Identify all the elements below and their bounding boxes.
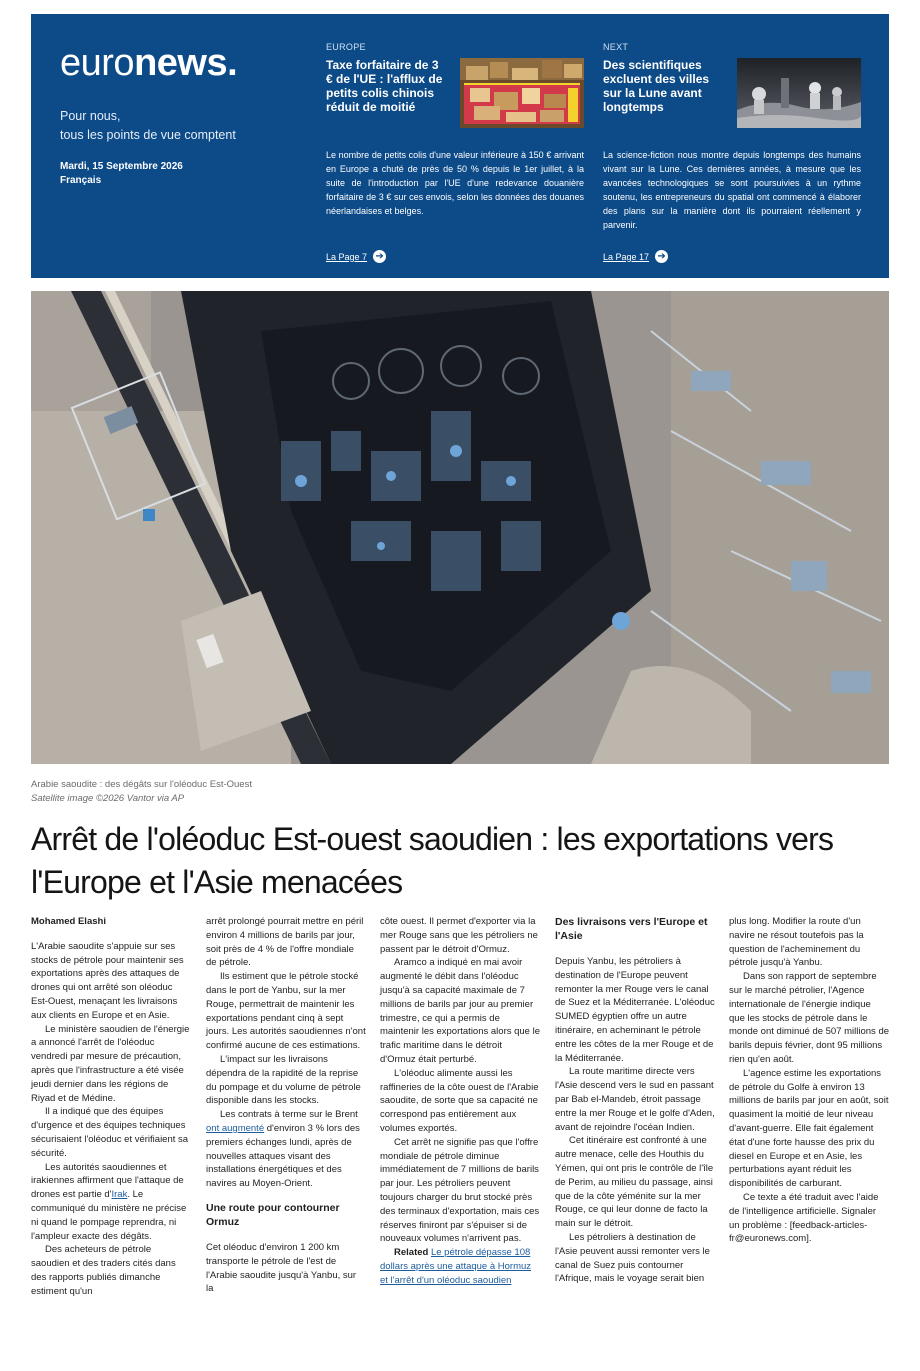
- paragraph: Ce texte a été traduit avec l'aide de l'intelligence artificielle. Signaler un problème : [feedback-articles-fr@euronews.com].: [729, 1191, 879, 1245]
- teaser-headline[interactable]: Des scientifiques excluent des villes sur la Lune avant longtemps: [603, 58, 710, 114]
- paragraph: côte ouest. Il permet d'exporter via la mer Rouge sans que les pétroliers ne passent par le détroit d'Ormuz.: [380, 916, 538, 955]
- hero-satellite-image[interactable]: [31, 291, 889, 764]
- arrow-right-icon[interactable]: ➔: [655, 250, 668, 263]
- related-article-link[interactable]: Le pétrole dépasse 108 dollars après une attaque à Hormuz et l'arrêt d'un oléoduc saoudien: [380, 1247, 532, 1286]
- article-title: Arrêt de l'oléoduc Est-ouest saoudien : les exportations vers l'Europe et l'Asie menacées: [31, 821, 834, 900]
- link-irak[interactable]: Irak: [111, 1189, 128, 1201]
- paragraph: Des acheteurs de pétrole saoudien et des traders cités dans des rapports publiés dimanche estiment qu'un: [31, 1244, 176, 1297]
- teaser-page-link[interactable]: La Page 7 ➔: [326, 250, 386, 263]
- article-author[interactable]: Mohamed Elashi: [31, 916, 106, 927]
- tagline: Pour nous, tous les points de vue comptent: [60, 109, 236, 142]
- paragraph: La route maritime directe vers l'Asie descend vers le sud en passant par Bab el-Mandeb, étroit passage entre la mer Rouge et le golfe d'Aden, avant de rejoindre l'océan Indien.: [555, 1066, 715, 1133]
- paragraph: Le ministère saoudien de l'énergie a annoncé l'arrêt de l'oléoduc vendredi par mesure de précaution, après que l'infrastructure a été visée jeudi dernier dans les régions de Riyad et de Médine.: [31, 1023, 190, 1104]
- euronews-logo[interactable]: euronews.: [60, 42, 238, 84]
- article-column-3: [380, 915, 540, 1288]
- paragraph: plus long. Modifier la route d'un navire ne résout toutefois pas la question de l'acheminement du pétrole jusqu'à Yanbu.: [729, 916, 864, 969]
- section-heading: Une route pour contourner Ormuz: [206, 1201, 340, 1228]
- paragraph: Les contrats à terme sur le Brent ont augmenté d'environ 3 % lors des premiers échanges lundi, après de nouvelles attaques visant des installations énergétiques et des navires au Moyen-Orient.: [206, 1109, 360, 1190]
- parcels-thumbnail[interactable]: [460, 58, 584, 128]
- link-ont-augmente[interactable]: ont augmenté: [206, 1122, 265, 1134]
- paragraph: L'oléoduc alimente aussi les raffineries de la côte ouest de l'Arabie saoudite, de sorte que sa capacité ne correspond pas entièrement aux volumes exportés.: [380, 1067, 539, 1134]
- paragraph: Dans son rapport de septembre sur le marché pétrolier, l'Agence internationale de l'énergie indique que les stocks de pétrole dans le monde ont diminué de 507 millions de barils depuis février, dont 95 millions rien qu'en août.: [729, 971, 890, 1065]
- brand-block: [60, 44, 237, 188]
- paragraph: Ils estiment que le pétrole stocké dans le port de Yanbu, sur la mer Rouge, permettrait de maintenir les exportations pendant cinq à sept jours. Les autorités saoudiennes n'ont confirmé aucune de ces estimations.: [206, 971, 366, 1052]
- paragraph: Aramco a indiqué en mai avoir augmenté le débit dans l'oléoduc jusqu'à sa capacité maximale de 7 millions de barils par jour au premier trimestre, ce qui a permis de maintenir les exportations alors que le trafic maritime dans le détroit d'Ormuz était perturbé.: [380, 957, 541, 1065]
- article-column-5: [729, 915, 889, 1246]
- paragraph: arrêt prolongé pourrait mettre en péril environ 4 millions de barils par jour, soit près de 4 % de l'offre mondiale de pétrole.: [206, 916, 364, 969]
- article-column-2: [206, 915, 366, 1296]
- paragraph: Depuis Yanbu, les pétroliers à destination de l'Europe peuvent remonter la mer Rouge vers le canal de Suez et la Méditerranée. L'oléoduc SUMED égyptien offre un autre itinéraire, en acheminant le pétrole entre les côtes de la mer Rouge et de la Méditerranée.: [555, 956, 715, 1064]
- paragraph: Les pétroliers à destination de l'Asie peuvent aussi remonter vers le canal de Suez puis contourner l'Afrique, mais le voyage serait bien: [555, 1231, 710, 1285]
- paragraph: Cet arrêt ne signifie pas que l'offre mondiale de pétrole diminue immédiatement de 7 millions de barils par jour. Les pétroliers peuvent toujours charger du brut stocké près des terminaux d'exportation, mais ces réserves finiront par s'épuiser si de nouveaux volumes n'arrivent pas.: [380, 1136, 540, 1245]
- teaser-summary: Le nombre de petits colis d'une valeur inférieure à 150 € arrivant en Europe a chuté de près de 50 % depuis le 1er juillet, à la suite de l'introduction par l'UE d'une redevance douanière forfaitaire de 3 € sur ces envois, selon les données des douanes néerlandaises et belges.: [326, 150, 584, 216]
- section-heading: Des livraisons vers l'Europe et l'Asie: [555, 916, 708, 942]
- paragraph: Cet itinéraire est confronté à une autre menace, celle des Houthis du Yémen, qui ont pris le contrôle de l'île de Perim, au milieu du passage, ainsi que de la côte yéménite sur la mer Rouge, ce qui leur donne de facto la main sur le détroit.: [555, 1135, 714, 1230]
- paragraph: Les autorités saoudiennes et irakiennes affirment que l'attaque de drones est partie d'Irak. Le communiqué du ministère ne précise ni quand le pompage reprendra, ni l'ampleur exacte des dégâts.: [31, 1161, 187, 1242]
- paragraph: Cet oléoduc d'environ 1 200 km transporte le pétrole de l'est de l'Arabie saoudite jusqu'à Yanbu, sur la: [206, 1241, 357, 1295]
- paragraph: L'Arabie saoudite s'appuie sur ses stocks de pétrole pour maintenir ses exportations après des attaques de drones qui ont arrêté son oléoduc Est-Ouest, menaçant les livraisons aux clients en Europe et en Asie.: [31, 940, 184, 1021]
- teaser-summary: La science-fiction nous montre depuis longtemps des humains vivant sur la Lune. Ces dernières années, à mesure que les avancées technologiques se sont poursuivies à un rythme soutenu, les entrepreneurs du spatial ont commencé à élaborer des plans sur la manière dont ils pourraient réellement y parvenir.: [603, 150, 861, 230]
- paragraph: L'agence estime les exportations de pétrole du Golfe à environ 13 millions de barils par jour en août, soit quasiment la moitié de leur niveau d'avant-guerre. Elle fait également état d'une forte hausse des prix du diesel en Europe et en Asie, les perturbations ayant réduit les disponibilités de carburant.: [729, 1067, 889, 1190]
- moon-thumbnail[interactable]: [737, 58, 861, 128]
- article-column-4: [555, 915, 715, 1286]
- teaser-next: [603, 42, 861, 262]
- paragraph: L'impact sur les livraisons dépendra de la rapidité de la reprise du pompage et du volume de pétrole disponible dans les stocks.: [206, 1053, 361, 1107]
- issue-date: Mardi, 15 Septembre 2026 Français: [60, 160, 237, 188]
- related-article: Related Le pétrole dépasse 108 dollars après une attaque à Hormuz et l'arrêt d'un oléoduc saoudien: [380, 1247, 532, 1286]
- hero-caption: Arabie saoudite : des dégâts sur l'oléoduc Est-Ouest Satellite image ©2026 Vantor via AP: [31, 779, 252, 804]
- header-banner: [31, 14, 889, 278]
- teaser-kicker: NEXT: [603, 42, 629, 52]
- issue-language: Français: [60, 175, 102, 186]
- teaser-kicker: EUROPE: [326, 42, 366, 52]
- arrow-right-icon[interactable]: ➔: [373, 250, 386, 263]
- teaser-headline[interactable]: Taxe forfaitaire de 3 € de l'UE : l'afflux de petits colis chinois réduit de moitié: [326, 58, 443, 114]
- teaser-page-link[interactable]: La Page 17 ➔: [603, 250, 668, 263]
- photo-credit: Satellite image ©2026 Vantor via AP: [31, 793, 185, 804]
- teaser-europe: [326, 42, 584, 262]
- paragraph: Il a indiqué que des équipes d'urgence et des équipes techniques sécurisaient l'oléoduc et vérifiaient sa sécurité.: [31, 1106, 189, 1159]
- article-column-1: [31, 915, 191, 1299]
